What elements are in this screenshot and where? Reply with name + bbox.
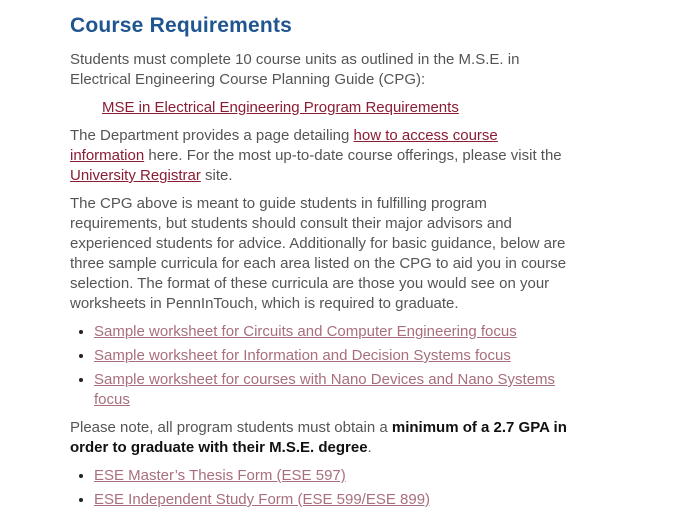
department-text: The Department provides a page detailing [70, 127, 354, 144]
intro-paragraph: Students must complete 10 course units as outlined in the M.S.E. in Electrical Engineering Course Planning Guide (CPG): [70, 51, 520, 88]
course-info-link[interactable]: how to access course information [70, 127, 498, 164]
worksheet-list [70, 322, 570, 410]
gpa-note-text: . [367, 439, 372, 456]
section-title: Course Requirements [70, 14, 293, 37]
thesis-form-link[interactable]: ESE Master’s Thesis Form (ESE 597) [94, 467, 346, 484]
list-item [94, 490, 570, 510]
department-paragraph [70, 126, 570, 186]
course-requirements-section [70, 14, 570, 518]
list-item [94, 370, 570, 410]
cpg-guidance-paragraph: The CPG above is meant to guide students in fulfilling program requirements, but students should consult their major advisors and experienced students for advice. Additionally for basic guidance, below are three sample curricula for each area listed on the CPG to aid you in course selection. The format of these curricula are those you would see on your worksheets in PennInTouch, which is required to graduate. [70, 195, 567, 312]
cpg-link[interactable]: MSE in Electrical Engineering Program Requirements [102, 99, 459, 116]
list-item [94, 466, 570, 486]
independent-study-form-link[interactable]: ESE Independent Study Form (ESE 599/ESE 899) [94, 491, 431, 508]
department-text: here. For the most up-to-date course offerings, please visit the [144, 147, 562, 164]
university-registrar-link[interactable]: University Registrar [70, 167, 201, 184]
worksheet-link-circuits[interactable]: Sample worksheet for Circuits and Computer Engineering focus [94, 323, 517, 340]
list-item [94, 322, 570, 342]
worksheet-link-nano[interactable]: Sample worksheet for courses with Nano Devices and Nano Systems focus [94, 371, 556, 408]
worksheet-link-information-systems[interactable]: Sample worksheet for Information and Decision Systems focus [94, 347, 511, 364]
gpa-requirement: minimum of a 2.7 GPA in order to graduate with their M.S.E. degree [70, 419, 567, 456]
forms-list [70, 466, 570, 510]
gpa-note-text: Please note, all program students must obtain a [70, 419, 392, 436]
department-text: site. [200, 167, 233, 184]
gpa-note [70, 418, 570, 458]
list-item [94, 346, 570, 366]
